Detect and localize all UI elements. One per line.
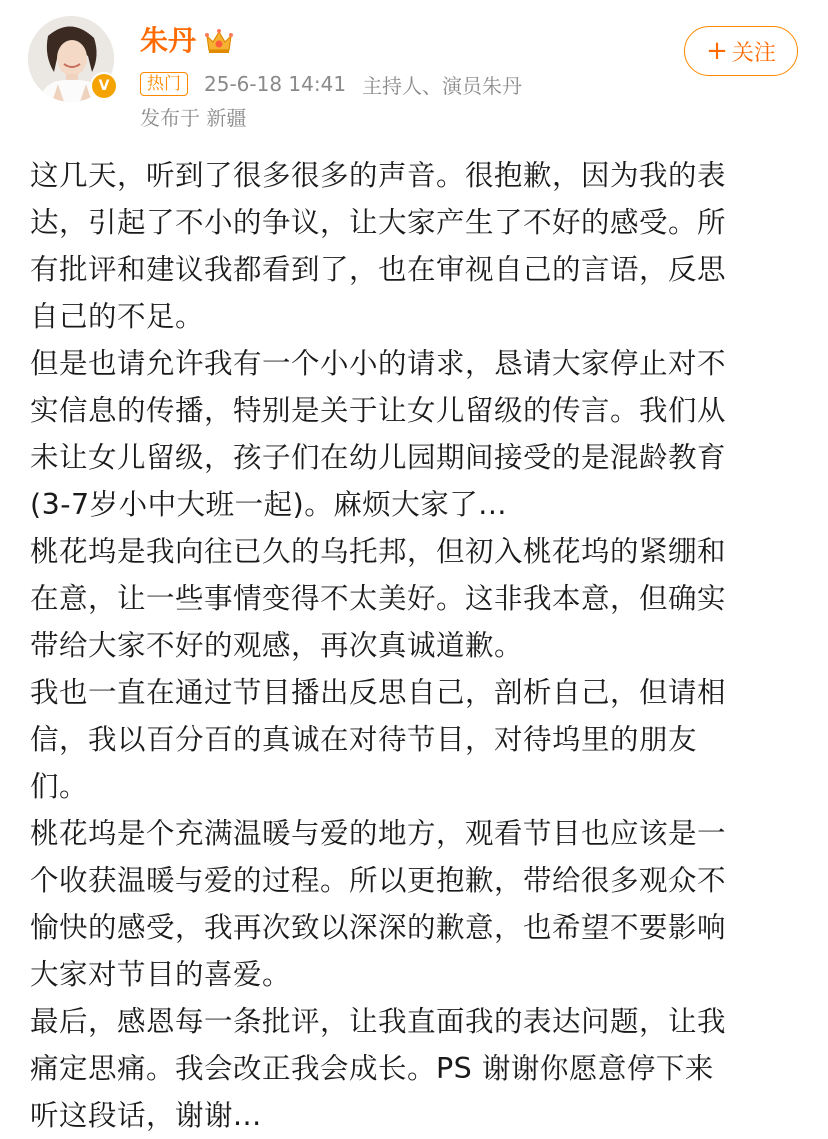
post-location: 发布于 新疆 <box>140 106 247 130</box>
hot-tag[interactable]: 热门 <box>140 72 188 96</box>
post-line: 但是也请允许我有一个小小的请求，恳请大家停止对不 <box>30 347 727 380</box>
post-line: (3-7岁小中大班一起)。麻烦大家了... <box>30 488 507 521</box>
username[interactable]: 朱丹 <box>140 24 197 57</box>
post-line: 带给大家不好的观感，再次真诚道歉。 <box>30 629 524 662</box>
post-line: 未让女儿留级，孩子们在幼儿园期间接受的是混龄教育 <box>30 441 727 474</box>
verified-badge <box>90 72 118 100</box>
username-row <box>140 24 234 58</box>
post-line: 桃花坞是个充满温暖与爱的地方，观看节目也应该是一 <box>30 817 727 850</box>
post-line: 信，我以百分百的真诚在对待节目，对待坞里的朋友 <box>30 723 698 756</box>
post-line: 自己的不足。 <box>30 300 205 333</box>
post-line: 有批评和建议我都看到了，也在审视自己的言语，反思 <box>30 253 727 286</box>
meta-row <box>140 70 522 98</box>
verified-badge-icon: V <box>92 74 116 98</box>
plus-icon: + <box>706 36 728 66</box>
post-line: 我也一直在通过节目播出反思自己，剖析自己，但请相 <box>30 676 727 709</box>
post-line: 桃花坞是我向往已久的乌托邦，但初入桃花坞的紧绷和 <box>30 535 727 568</box>
post-content <box>30 152 798 1139</box>
post-line: 在意，让一些事情变得不太美好。这非我本意，但确实 <box>30 582 727 615</box>
post-line: 个收获温暖与爱的过程。所以更抱歉，带给很多观众不 <box>30 864 727 897</box>
post-line: 实信息的传播，特别是关于让女儿留级的传言。我们从 <box>30 394 727 427</box>
post-line: 达，引起了不小的争议，让大家产生了不好的感受。所 <box>30 206 727 239</box>
follow-label: 关注 <box>731 40 776 66</box>
post-line: 最后，感恩每一条批评，让我直面我的表达问题，让我 <box>30 1005 727 1038</box>
post-line: 大家对节目的喜爱。 <box>30 958 292 991</box>
post-header <box>0 0 828 150</box>
post-line: 们。 <box>30 770 89 803</box>
avatar-container[interactable] <box>28 16 114 102</box>
post-line: 愉快的感受，我再次致以深深的歉意，也希望不要影响 <box>30 911 727 944</box>
user-role: 主持人、演员朱丹 <box>362 73 523 98</box>
post-line: 痛定思痛。我会改正我会成长。PS 谢谢你愿意停下来 <box>30 1052 714 1085</box>
post-line: 听这段话，谢谢... <box>30 1099 262 1132</box>
crown-icon <box>204 28 234 54</box>
post-timestamp: 25-6-18 14:41 <box>204 72 347 96</box>
post-line: 这几天，听到了很多很多的声音。很抱歉，因为我的表 <box>30 159 727 192</box>
follow-button[interactable] <box>684 26 798 76</box>
